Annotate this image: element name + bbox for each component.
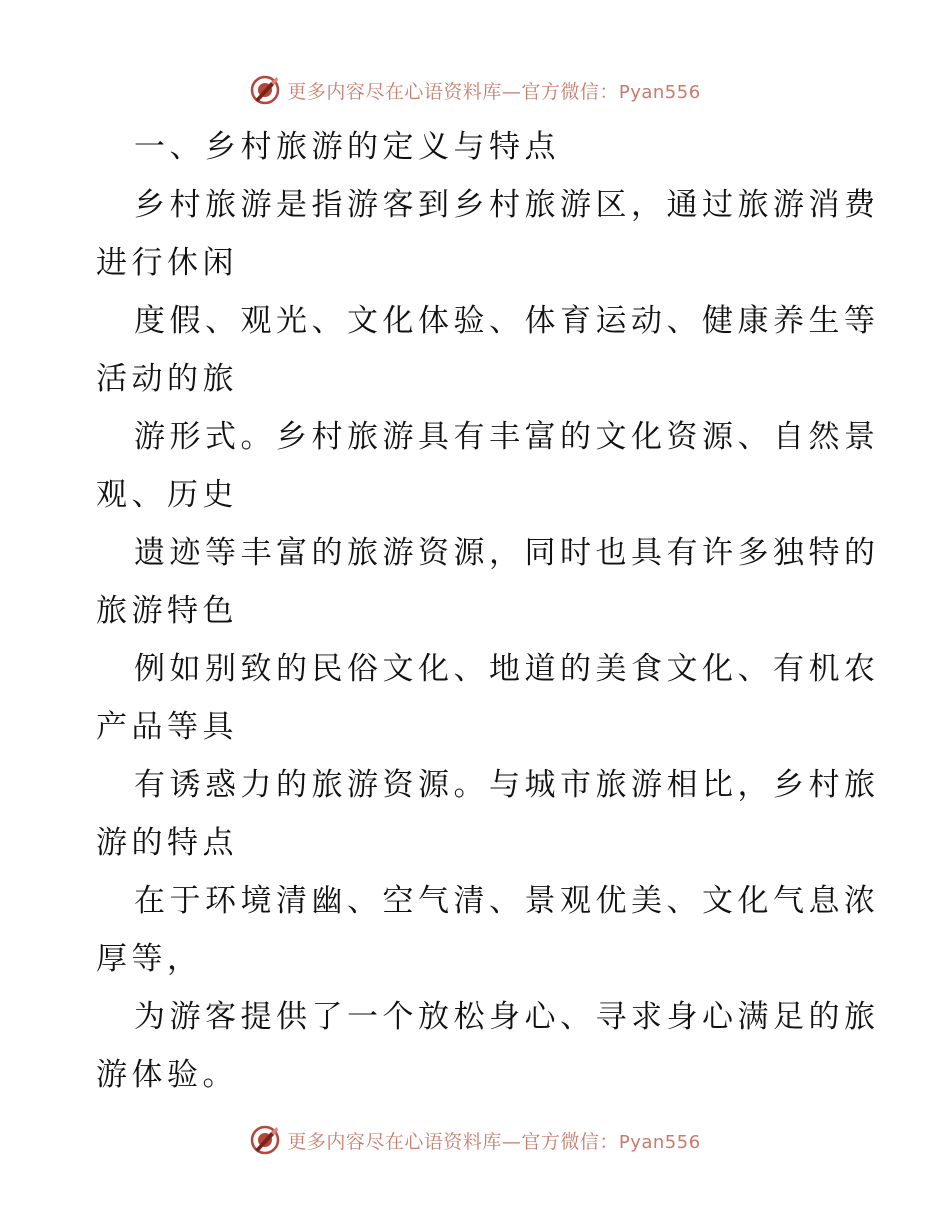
paragraph-line: 游的特点 [96, 825, 238, 861]
watermark-text: 更多内容尽在心语资料库—官方微信：Pyan556 [287, 80, 701, 103]
paragraph-line: 活动的旅 [96, 361, 238, 397]
quill-seal-icon [249, 74, 281, 106]
document-body [96, 118, 880, 1104]
watermark-wechat-id: Pyan556 [618, 81, 701, 103]
paragraph-line: 乡村旅游是指游客到乡村旅游区，通过旅游消费 [134, 187, 880, 223]
watermark-wechat-id: Pyan556 [618, 1131, 701, 1153]
paragraph-line: 有诱惑力的旅游资源。与城市旅游相比，乡村旅 [134, 767, 880, 803]
paragraph-line: 游形式。乡村旅游具有丰富的文化资源、自然景 [134, 419, 880, 455]
paragraph-line: 厚等， [96, 941, 203, 977]
paragraph-line: 遗迹等丰富的旅游资源，同时也具有许多独特的 [134, 535, 880, 571]
watermark-text: 更多内容尽在心语资料库—官方微信：Pyan556 [287, 1130, 701, 1153]
paragraph-line: 例如别致的民俗文化、地道的美食文化、有机农 [134, 651, 880, 687]
paragraph-line: 旅游特色 [96, 593, 238, 629]
paragraph-line: 在于环境清幽、空气清、景观优美、文化气息浓 [134, 883, 880, 919]
paragraph-line: 产品等具 [96, 709, 238, 745]
paragraph-line: 度假、观光、文化体验、体育运动、健康养生等 [134, 303, 880, 339]
section-heading: 一、乡村旅游的定义与特点 [134, 129, 560, 165]
paragraph-line: 进行休闲 [96, 245, 238, 281]
quill-seal-icon [249, 1124, 281, 1156]
footer-watermark [0, 1120, 950, 1160]
paragraph-line: 游体验。 [96, 1057, 238, 1093]
header-watermark [0, 70, 950, 110]
paragraph-line: 为游客提供了一个放松身心、寻求身心满足的旅 [134, 999, 880, 1035]
paragraph-line: 观、历史 [96, 477, 238, 513]
